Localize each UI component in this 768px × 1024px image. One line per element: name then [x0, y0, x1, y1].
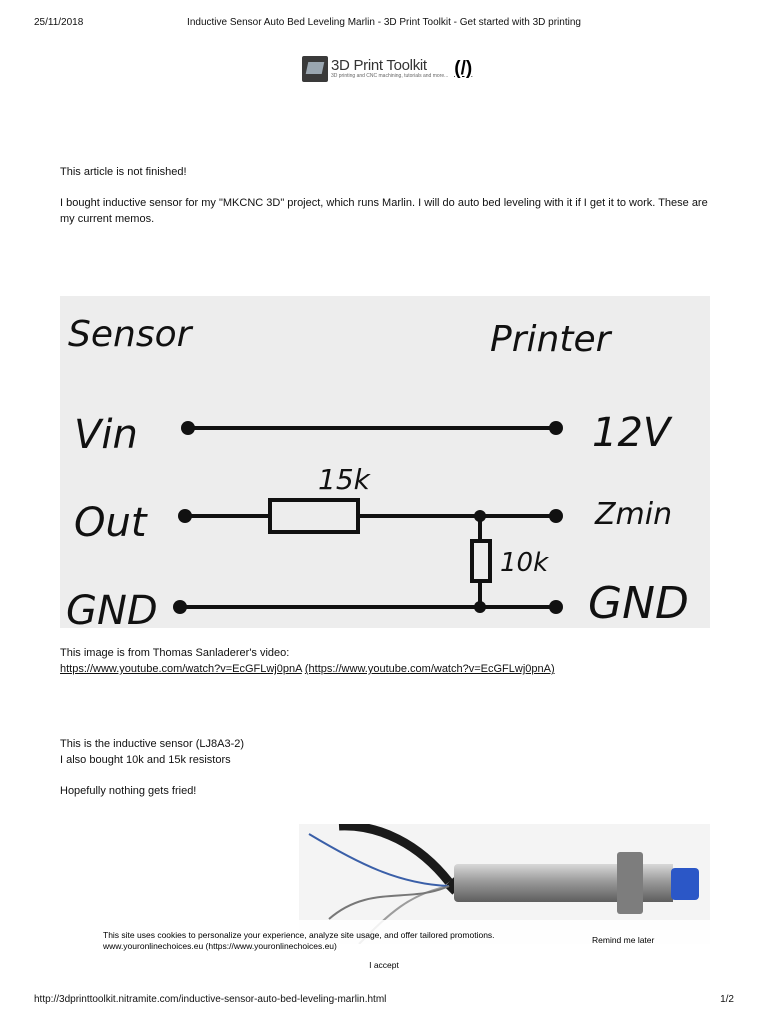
label-gnd-left: GND: [66, 588, 158, 628]
terminal-out-left: [178, 509, 192, 523]
label-zmin: Zmin: [595, 497, 673, 532]
sensor-nut: [617, 852, 643, 914]
wiring-diagram: [60, 296, 710, 628]
accept-cookies-button[interactable]: I accept: [369, 960, 399, 970]
cookie-notice-line: This site uses cookies to personalize your experience, analyze site usage, and offer tailored promotions.: [103, 930, 495, 940]
remind-later-button[interactable]: Remind me later: [592, 935, 655, 945]
article-intro: This article is not finished!: [60, 166, 187, 178]
terminal-zmin: [549, 509, 563, 523]
label-out: Out: [74, 500, 147, 546]
cookie-choices-link[interactable]: www.youronlinechoices.eu (https://www.youronlinechoices.eu): [103, 941, 337, 951]
video-link-line: [60, 661, 710, 677]
logo-tagline: 3D printing and CNC machining, tutorials and more...: [331, 72, 449, 79]
label-vin: Vin: [74, 412, 138, 458]
junction-bottom: [474, 601, 486, 613]
sensor-tip: [671, 868, 699, 900]
label-15k: 15k: [318, 463, 370, 496]
wiring-diagram-photo: [60, 296, 710, 628]
page-number: 1/2: [720, 994, 734, 1005]
label-sensor: Sensor: [68, 314, 192, 355]
print-url: http://3dprinttoolkit.nitramite.com/inductive-sensor-auto-bed-leveling-marlin.html: [34, 994, 387, 1005]
video-link-url[interactable]: (https://www.youtube.com/watch?v=EcGFLwj0pnA): [304, 663, 555, 675]
figure-caption: This image is from Thomas Sanladerer's video:: [60, 647, 290, 659]
site-logo[interactable]: [302, 55, 472, 82]
print-date: 25/11/2018: [34, 17, 84, 28]
resistor-text: I also bought 10k and 15k resistors: [60, 754, 231, 766]
terminal-vin-left: [181, 421, 195, 435]
label-12v: 12V: [592, 410, 671, 456]
junction-top: [474, 510, 486, 522]
printer-logo-icon: [302, 56, 328, 82]
label-10k: 10k: [500, 548, 549, 578]
terminal-gnd-left: [173, 600, 187, 614]
article-paragraph: I bought inductive sensor for my "MKCNC 3D" project, which runs Marlin. I will do auto bed leveling with it if I get it to work. These are my current memos.: [60, 197, 708, 225]
logo-name: 3D Print Toolkit: [331, 56, 427, 74]
print-title: Inductive Sensor Auto Bed Leveling Marlin - 3D Print Toolkit - Get started with 3D printing: [187, 17, 581, 28]
logo-text: [331, 58, 448, 80]
label-gnd-right: GND: [588, 578, 689, 628]
sensor-body: [454, 864, 624, 902]
sensor-model-text: This is the inductive sensor (LJ8A3-2): [60, 738, 245, 750]
terminal-12v: [549, 421, 563, 435]
terminal-gnd-right: [549, 600, 563, 614]
video-link[interactable]: https://www.youtube.com/watch?v=EcGFLwj0pnA: [60, 663, 302, 675]
home-link[interactable]: (/): [454, 57, 473, 79]
hopeful-text: Hopefully nothing gets fried!: [60, 785, 197, 797]
label-printer: Printer: [490, 319, 611, 360]
cookie-notice: [103, 930, 495, 952]
